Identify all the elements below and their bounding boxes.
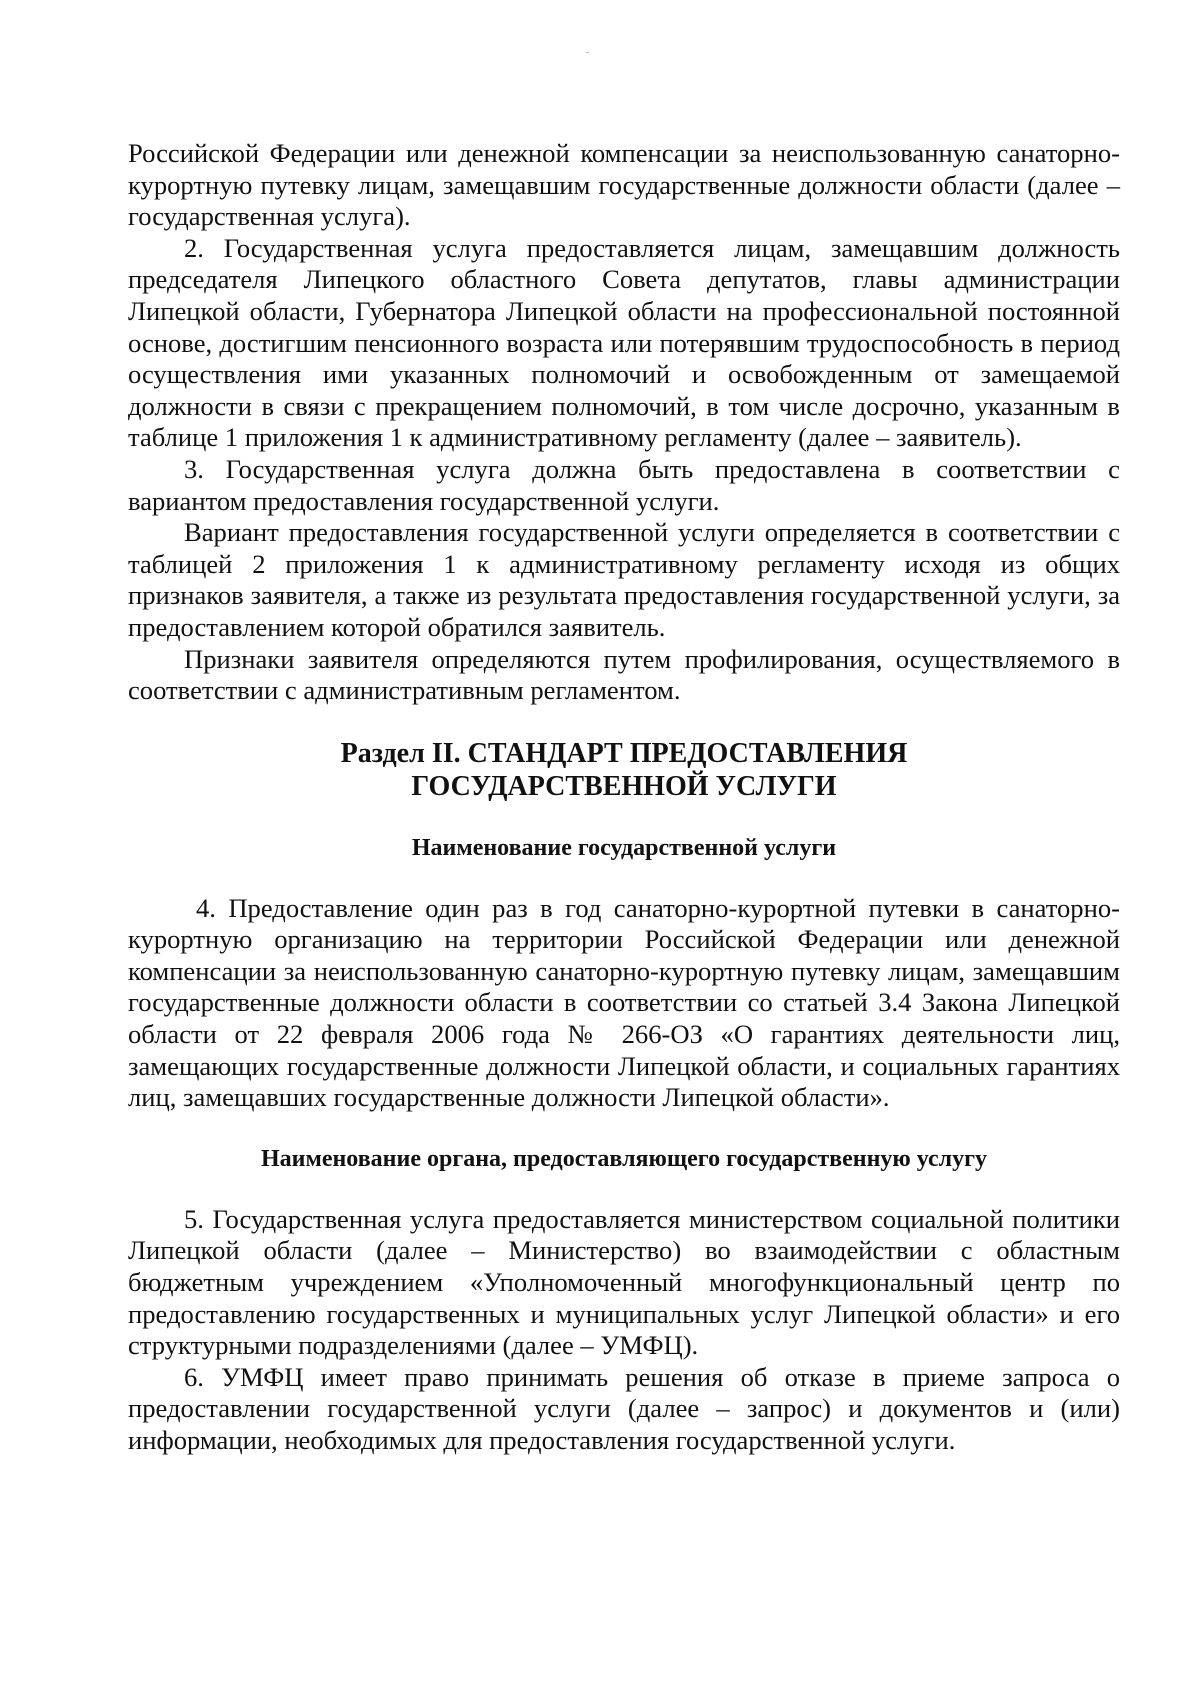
subheading-service-name: Наименование государственной услуги <box>411 834 837 861</box>
paragraph-signs: Признаки заявителя определяются путем профилирования, осуществляемого в соответствии с административным регламентом. <box>128 643 1120 706</box>
section-title <box>128 737 1120 803</box>
paragraph-variant: Вариант предоставления государственной услуги определяется в соответствии с таблицей 2 приложения 1 к административному регламенту исходя из общих признаков заявителя, а также из результата предоставления государственной услуги, за предоставлением которой обратился заявитель. <box>128 517 1120 642</box>
intro-paragraph: Российской Федерации или денежной компенсации за неиспользованную санаторно-курортную путевку лицам, замещавшим государственные должности области (далее – государственная услуга). <box>128 138 1120 232</box>
scan-artifact-mark <box>586 52 589 53</box>
section-title-line-2: ГОСУДАРСТВЕННОЙ УСЛУГИ <box>411 770 837 802</box>
paragraph-6: 6. УМФЦ имеет право принимать решения об отказе в приеме запроса о предоставлении государственной услуги (далее – запрос) и документов и (или) информации, необходимых для предоставления государственной услуги. <box>128 1361 1120 1455</box>
paragraph-5: 5. Государственная услуга предоставляется министерством социальной политики Липецкой области (далее – Министерство) во взаимодействии с областным бюджетным учреждением «Уполномоченный многофункциональный центр по предоставлению государственных и муниципальных услуг Липецкой области» и его структурными подразделениями (далее – УМФЦ). <box>128 1203 1120 1361</box>
document-page <box>128 138 1120 1457</box>
section-title-line-1: Раздел II. СТАНДАРТ ПРЕДОСТАВЛЕНИЯ <box>340 737 908 769</box>
paragraph-2: 2. Государственная услуга предоставляется лицам, замещавшим должность председателя Липецкого областного Совета депутатов, главы администрации Липецкой области, Губернатора Липецкой области на профессиональной постоянной основе, достигшим пенсионного возраста или потерявшим трудоспособность в период осуществления ими указанных полномочий и освобожденным от замещаемой должности в связи с прекращением полномочий, в том числе досрочно, указанным в таблице 1 приложения 1 к административному регламенту (далее – заявитель). <box>128 232 1120 453</box>
paragraph-4: 4. Предоставление один раз в год санаторно-курортной путевки в санаторно-курортную организацию на территории Российской Федерации или денежной компенсации за неиспользованную санаторно-курортную путевку лицам, замещавшим государственные должности области в соответствии со статьей 3.4 Закона Липецкой области от 22 февраля 2006 года № 266-ОЗ «О гарантиях деятельности лиц, замещающих государственные должности Липецкой области, и социальных гарантиях лиц, замещавших государственные должности Липецкой области». <box>128 892 1120 1113</box>
subheading-authority-name: Наименование органа, предоставляющего государственную услугу <box>260 1145 988 1172</box>
paragraph-3: 3. Государственная услуга должна быть предоставлена в соответствии с вариантом предоставления государственной услуги. <box>128 453 1120 516</box>
